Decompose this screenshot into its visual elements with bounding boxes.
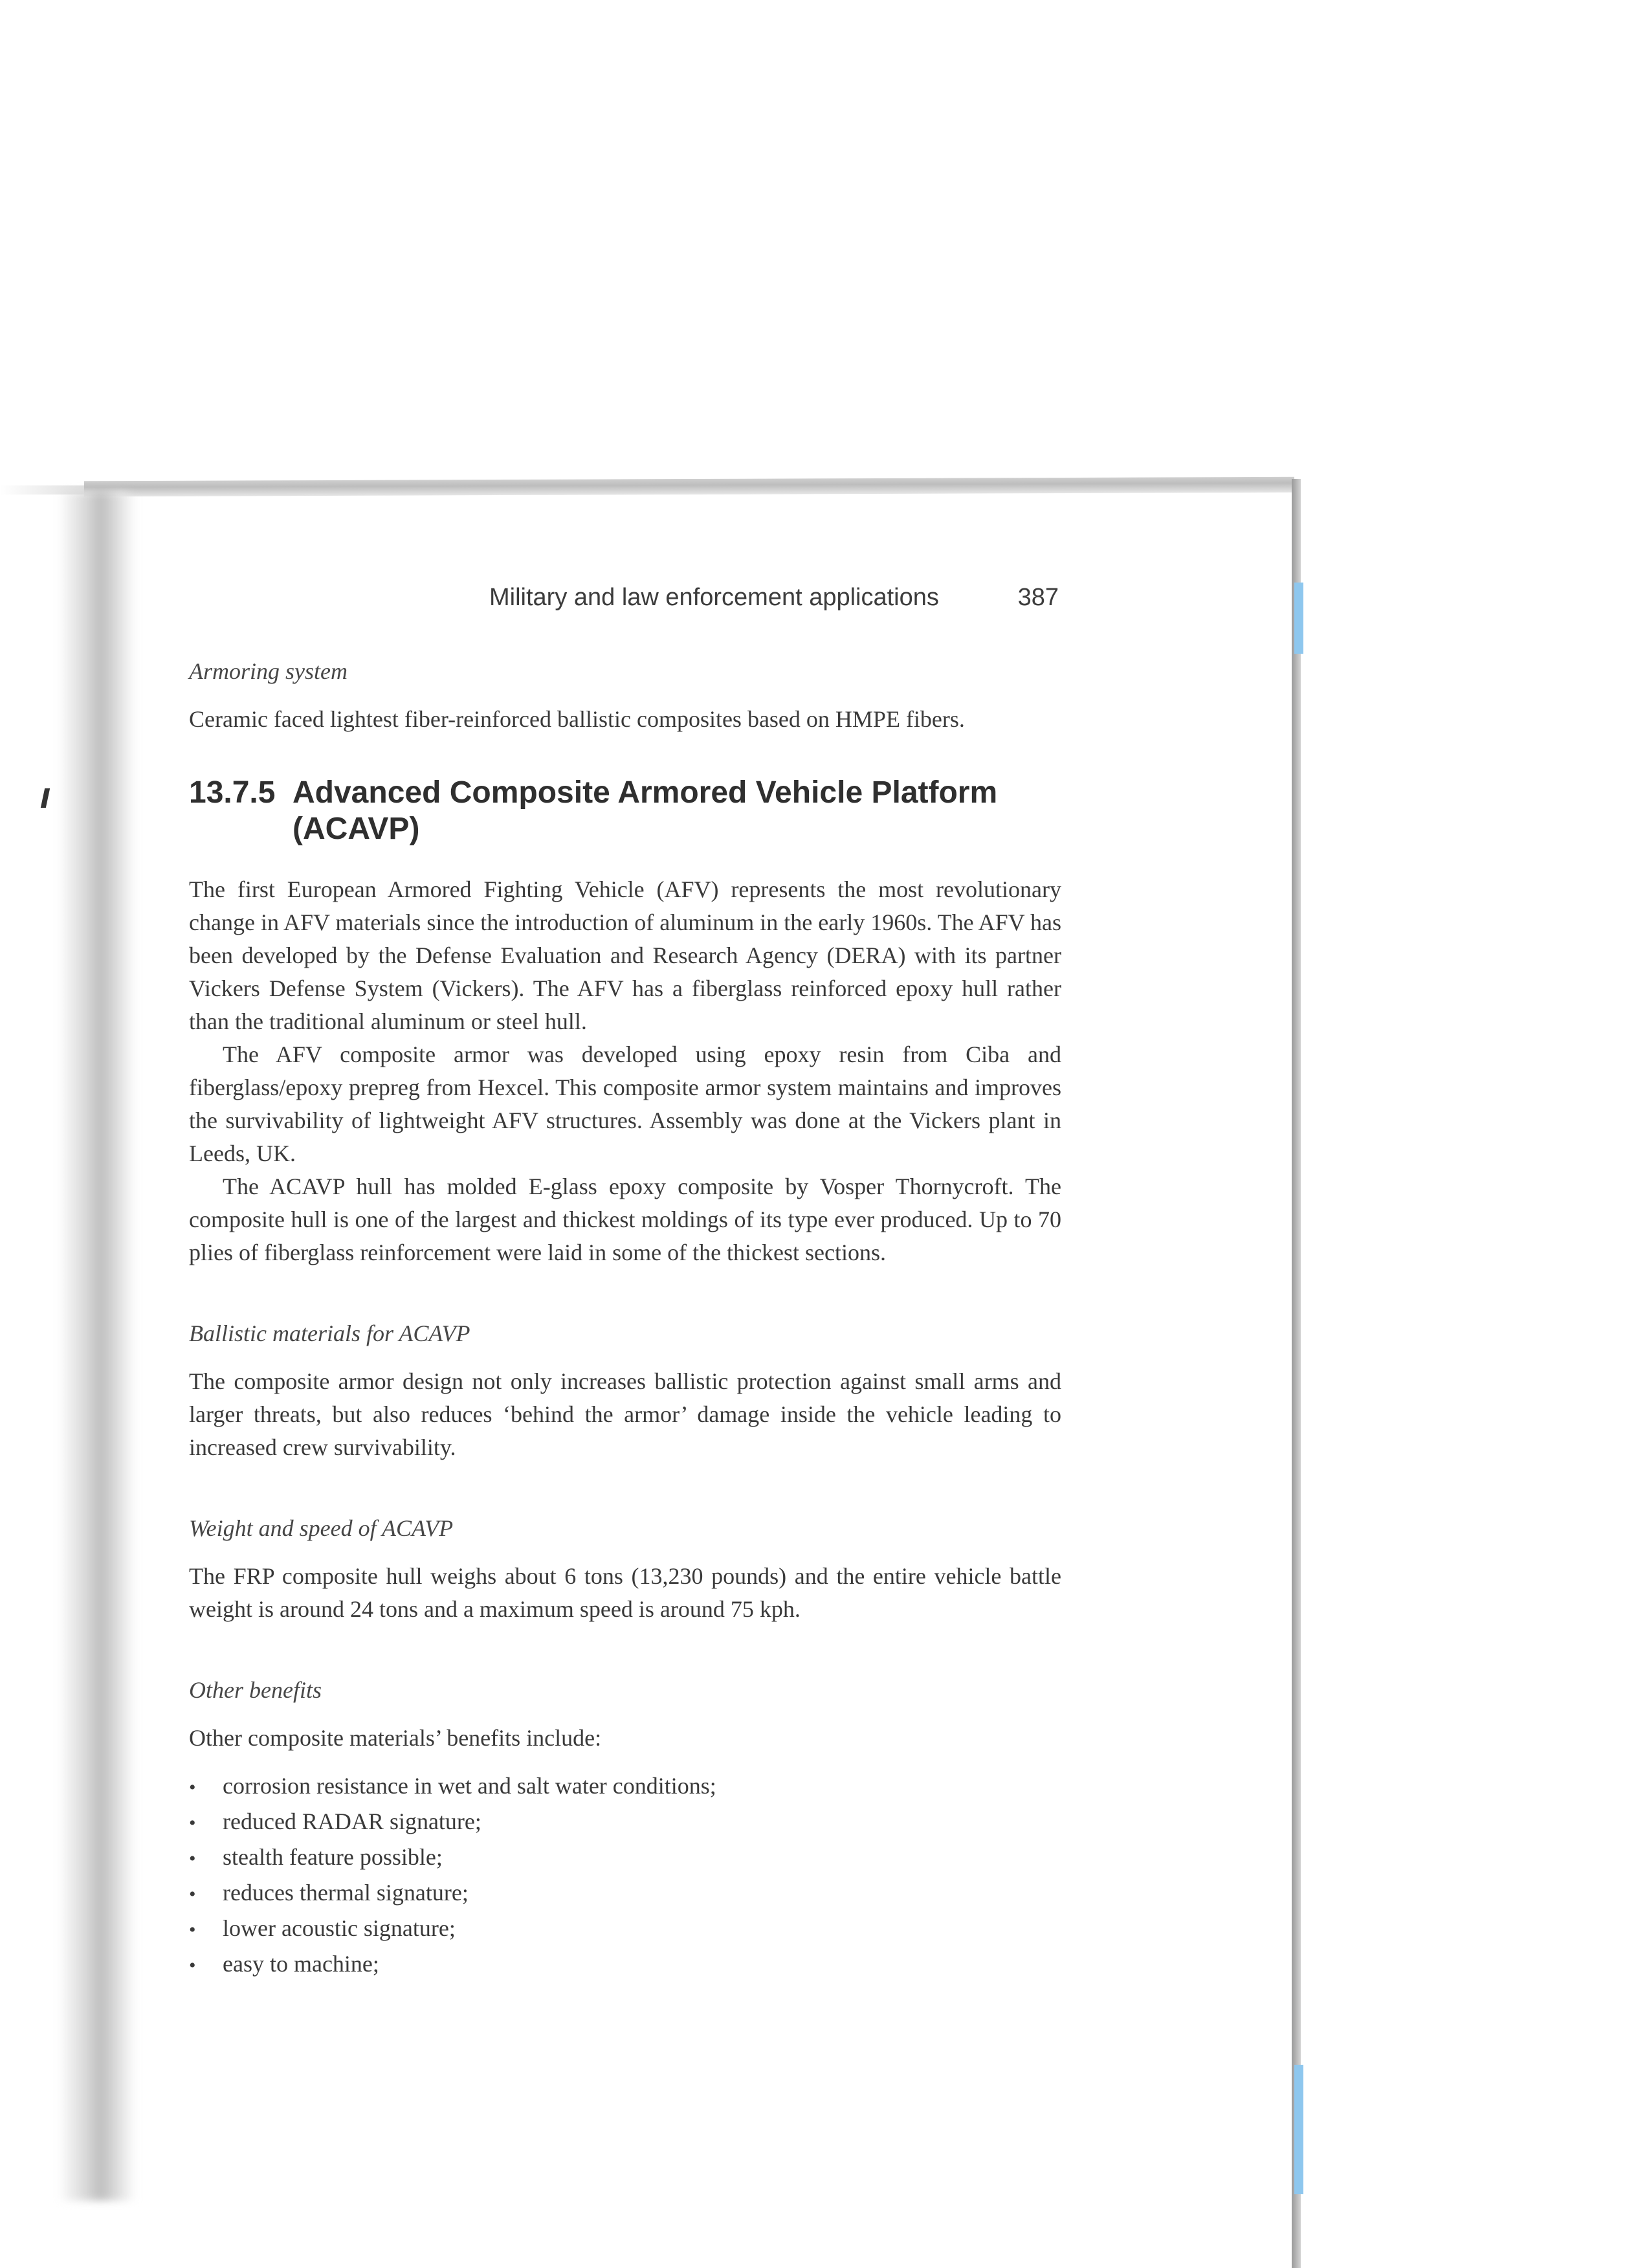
page-top-edge [84, 477, 1294, 497]
section-paragraph-1: The first European Armored Fighting Vehicle (AFV) represents the most revolutionary change in AFV materials since the introduction of aluminum in the early 1960s. The AFV has been developed by the Defense Evaluation and Research Agency (DERA) with its partner Vickers Defense System (Vickers). The AFV has a fiberglass reinforced epoxy hull rather than the traditional aluminum or steel hull. [189, 876, 1061, 1034]
section-paragraph-3: The ACAVP hull has molded E-glass epoxy composite by Vosper Thornycroft. The composite hull is one of the largest and thickest moldings of its type ever produced. Up to 70 plies of fiberglass reinforcement were laid in some of the thickest sections. [189, 1173, 1061, 1265]
bullet-icon: • [189, 1812, 196, 1834]
bullet-icon: • [189, 1919, 196, 1940]
ballistic-subheading: Ballistic materials for ACAVP [189, 1320, 470, 1346]
list-item: • reduced RADAR signature; [189, 1805, 1061, 1840]
section-paragraph-2: The AFV composite armor was developed using epoxy resin from Ciba and fiberglass/epoxy prepreg from Hexcel. This composite armor system maintains and improves the survivability of lightweight AFV structures. Assembly was done at the Vickers plant in Leeds, UK. [189, 1041, 1061, 1166]
other-subheading: Other benefits [189, 1677, 322, 1703]
bullet-icon: • [189, 1777, 196, 1798]
weight-text: The FRP composite hull weighs about 6 tons (13,230 pounds) and the entire vehicle battle weight is around 24 tons and a maximum speed is around 75 kph. [189, 1563, 1061, 1622]
list-item: • stealth feature possible; [189, 1840, 1061, 1876]
section-number: 13.7.5 [189, 775, 276, 810]
list-item: • easy to machine; [189, 1947, 1061, 1983]
bullet-icon: • [189, 1955, 196, 1976]
page-content [189, 575, 1061, 1983]
page-right-edge [1292, 479, 1301, 2268]
benefits-list [189, 1769, 1061, 1983]
other-intro: Other composite materials’ benefits include: [189, 1725, 602, 1751]
section-title: Advanced Composite Armored Vehicle Platform (ACAVP) [293, 775, 998, 846]
page-number: 387 [1017, 584, 1059, 611]
bullet-icon: • [189, 1848, 196, 1869]
list-item: • lower acoustic signature; [189, 1911, 1061, 1947]
thumb-tab-top [1294, 583, 1303, 654]
gutter-shadow [58, 492, 136, 2201]
armoring-subheading: Armoring system [189, 658, 348, 684]
section-heading [189, 775, 1061, 847]
thumb-tab-bottom [1294, 2065, 1303, 2194]
bullet-icon: • [189, 1884, 196, 1905]
list-item: • reduces thermal signature; [189, 1876, 1061, 1911]
running-head-title: Military and law enforcement applications [489, 584, 939, 611]
list-item: • corrosion resistance in wet and salt water conditions; [189, 1769, 1061, 1805]
armoring-text: Ceramic faced lightest fiber-reinforced ballistic composites based on HMPE fibers. [189, 706, 965, 732]
ballistic-text: The composite armor design not only increases ballistic protection against small arms and larger threats, but also reduces ‘behind the armor’ damage inside the vehicle leading to increased crew survivability. [189, 1368, 1061, 1460]
gutter-pen-mark [41, 788, 50, 808]
weight-subheading: Weight and speed of ACAVP [189, 1515, 454, 1541]
